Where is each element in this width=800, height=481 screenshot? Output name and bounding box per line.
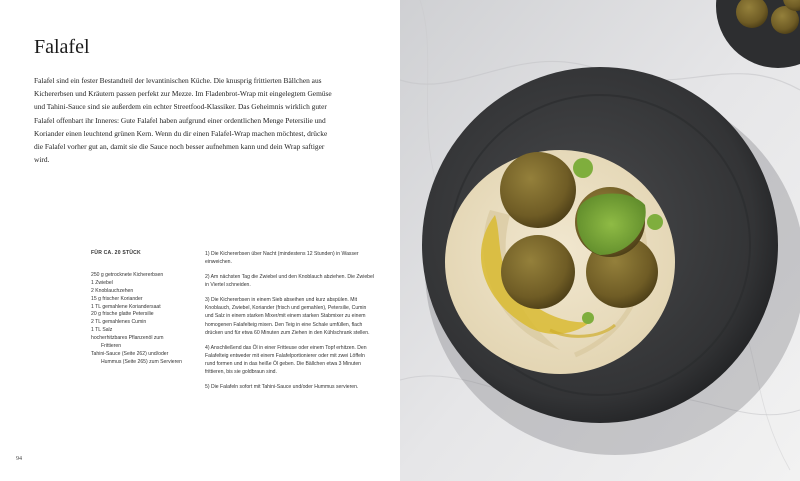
ingredient-item: 15 g frischer Koriander [91,295,143,302]
ingredient-item: Frittieren [101,343,122,350]
method-step: 2) Am nächsten Tag die Zwiebel und den Knoblauch abziehen. Die Zwiebel in Viertel schneiden. [205,274,374,289]
ingredient-item: 1 TL Salz [91,327,113,334]
ingredients-heading: FÜR CA. 20 STÜCK [91,250,141,256]
ingredients-block [91,250,201,367]
recipe-title: Falafel [34,36,90,58]
recipe-intro: Falafel sind ein fester Bestandteil der levantinischen Küche. Die knusprig frittierten Bällchen aus Kichererbsen und Kräutern passen perfekt zur Mezze. Im Fladenbrot-Wrap mit eingelegtem Gemüse und Tahini-Sauce sind sie außerdem ein echter Streetfood-Klassiker. Das Geheimnis wirklich guter Falafel offenbart ihr Inneres: Gute Falafel haben aufgrund einer ordentlichen Menge Petersilie und Koriander einen leuchtend grünen Kern. Wenn du dir einen Falafel-Wrap machen möchtest, drücke die Falafel vorher gut an, damit sie die Sauce noch besser aufnehmen kann und dein Wrap saftiger wird. [34,76,332,165]
method-step: 5) Die Falafeln sofort mit Tahini-Sauce und/oder Hummus servieren. [205,384,359,391]
page-number: 94 [16,456,22,462]
method-steps [205,250,375,398]
method-step: 1) Die Kichererbsen über Nacht (mindestens 12 Stunden) in Wasser einweichen. [205,251,359,266]
method-step: 4) Anschließend das Öl in einer Fritteuse oder einem Topf erhitzen. Den Falafelteig entweder mit einem Falafelportionierer oder mit zwei Löffeln rund formen und in das heiße Öl geben. Die Bällchen etwa 3 Minuten frittieren, bis sie goldbraun sind. [205,344,367,376]
ingredient-item: Hummus (Seite 265) zum Servieren [101,358,182,365]
ingredient-item: hocherhitzbares Pflanzenöl zum [91,335,164,342]
ingredient-item: 20 g frische glatte Petersilie [91,311,154,318]
ingredient-item: 1 TL gemahlene Koriandersaat [91,303,161,310]
ingredient-item: 250 g getrocknete Kichererbsen [91,271,164,278]
ingredients-list [91,272,201,367]
method-step: 3) Die Kichererbsen in einem Sieb abseihen und kurz abspülen. Mit Knoblauch, Zwiebel, Koriander (frisch und gemahlen), Petersilie, Cumin und Salz in einem starken Mixer/mit einem starken Stabmixer zu einem homogenen Falafelteig mixen. Den Teig in eine Schale umfüllen, flach drücken und für etwa 60 Minuten zum Ziehen in den Kühlschrank stellen. [205,297,370,336]
ingredient-item: 1 Zwiebel [91,279,113,286]
ingredient-item: 2 TL gemahlenes Cumin [91,319,147,326]
ingredient-item: 2 Knoblauchzehen [91,287,134,294]
ingredient-item: Tahini-Sauce (Seite 262) und/oder [91,350,169,357]
falafel-photo [400,0,800,481]
right-page [400,0,800,481]
